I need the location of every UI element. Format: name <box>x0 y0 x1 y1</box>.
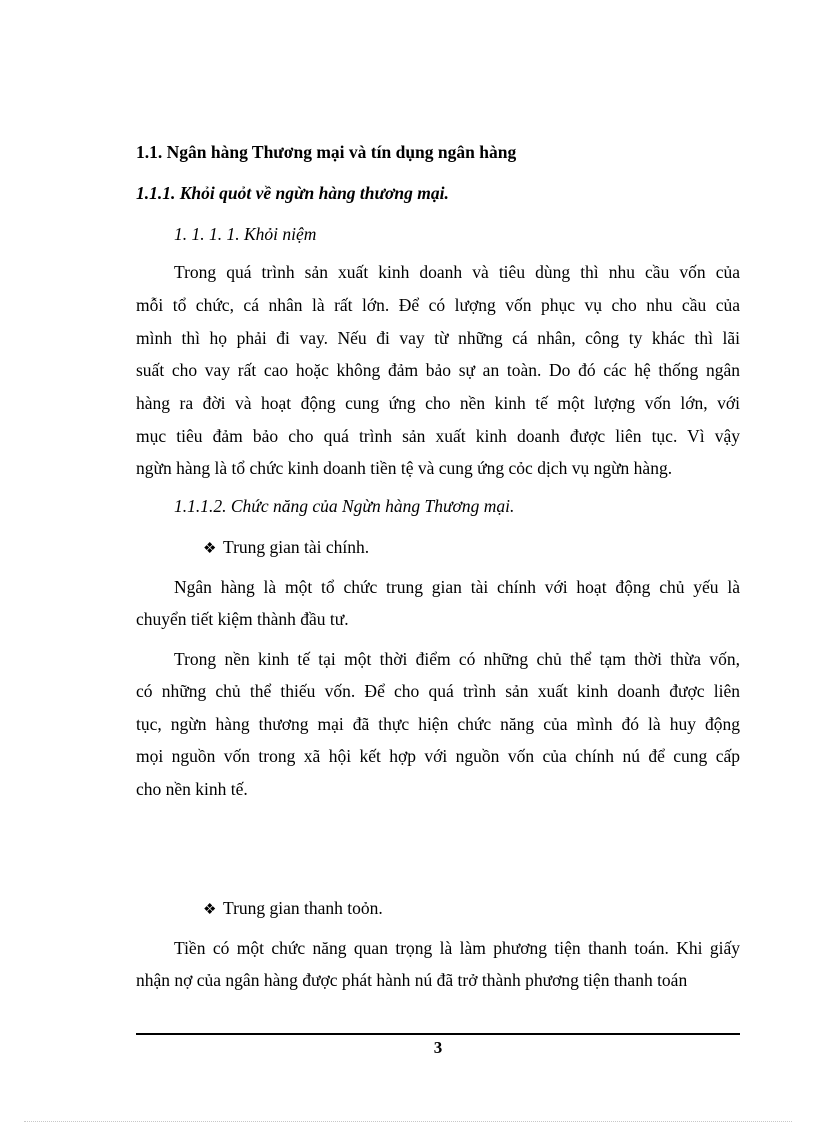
paragraph-3-line-1: Trong nền kinh tế tại một thời điểm có những chủ thể tạm thời thừa vốn, <box>174 649 740 669</box>
paragraph-2-line-2: chuyển tiết kiệm thành đầu tư. <box>136 609 349 629</box>
paragraph-3-line-2: có những chủ thể thiếu vốn. Để cho quá trình sản xuất kinh doanh được liên <box>136 681 740 701</box>
paragraph-4-line-1: Tiền có một chức năng quan trọng là làm phương tiện thanh toán. Khi giấy <box>174 938 740 958</box>
diamond-bullet-icon: ❖ <box>203 902 217 918</box>
paragraph-1-line-4: suất cho vay rất cao hoặc không đảm bảo sự an toàn. Do đó các hệ thống ngân <box>136 360 740 380</box>
bullet-item-financial-intermediary <box>203 535 723 561</box>
paragraph-3-line-3: tục, ngừn hàng thương mại đã thực hiện chức năng của mình đó là huy động <box>136 714 740 734</box>
paragraph-2-line-1: Ngân hàng là một tổ chức trung gian tài chính với hoạt động chủ yếu là <box>174 577 740 597</box>
paragraph-3-line-4: mọi nguồn vốn trong xã hội kết hợp với nguồn vốn của chính nú để cung cấp <box>136 746 740 766</box>
bullet-text: Trung gian thanh toỏn. <box>223 898 383 918</box>
paragraph-4-line-2: nhận nợ của ngân hàng được phát hành nú đã trở thành phương tiện thanh toán <box>136 970 688 990</box>
heading-section-1-1-1: 1.1.1. Khỏi quỏt về ngừn hàng thương mại. <box>136 183 449 203</box>
diamond-bullet-icon: ❖ <box>203 541 217 557</box>
bullet-text: Trung gian tài chính. <box>223 537 370 557</box>
paragraph-1-line-6: mục tiêu đảm bảo cho quá trình sản xuất kinh doanh được liên tục. Vì vậy <box>136 426 740 446</box>
page-bottom-divider <box>24 1121 792 1122</box>
heading-section-1-1: 1.1. Ngân hàng Thương mại và tín dụng ngân hàng <box>136 142 517 162</box>
paragraph-1-line-2: mỗi tổ chức, cá nhân là rất lớn. Để có lượng vốn phục vụ cho nhu cầu của <box>136 295 740 315</box>
heading-section-1-1-1-1: 1. 1. 1. 1. Khỏi niệm <box>174 224 317 244</box>
bullet-item-payment-intermediary <box>203 896 723 922</box>
paragraph-1-line-3: mình thì họ phải đi vay. Nếu đi vay từ những cá nhân, công ty khác thì lãi <box>136 328 740 348</box>
heading-section-1-1-1-2: 1.1.1.2. Chức năng của Ngừn hàng Thương mại. <box>174 496 515 516</box>
paragraph-1-line-7: ngừn hàng là tổ chức kinh doanh tiền tệ và cung ứng cỏc dịch vụ ngừn hàng. <box>136 458 673 478</box>
paragraph-1-line-5: hàng ra đời và hoạt động cung ứng cho nền kinh tế một lượng vốn lớn, với <box>136 393 740 413</box>
footer-rule <box>136 1033 740 1035</box>
page-number: 3 <box>433 1038 443 1057</box>
paragraph-1-line-1: Trong quá trình sản xuất kinh doanh và tiêu dùng thì nhu cầu vốn của <box>174 262 740 282</box>
paragraph-3-line-5: cho nền kinh tế. <box>136 779 248 799</box>
